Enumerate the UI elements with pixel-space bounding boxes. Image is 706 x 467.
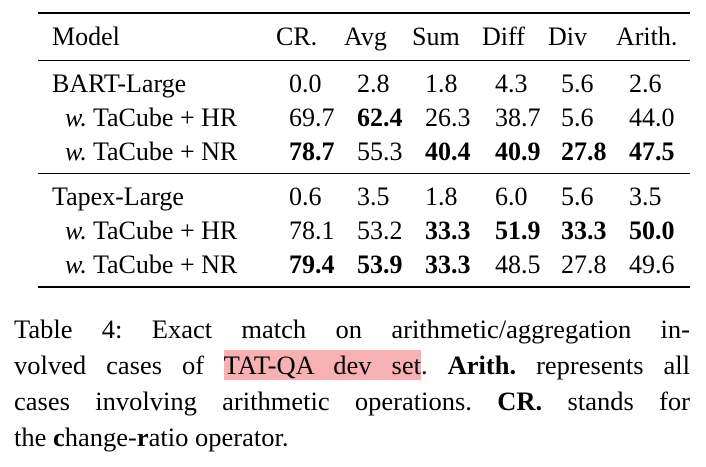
- cell: 5.6: [561, 103, 594, 132]
- cell: 5.6: [561, 69, 594, 98]
- variant-label: TaCube + HR: [92, 103, 238, 132]
- variant-label: TaCube + NR: [92, 250, 238, 279]
- cell-best: 50.0: [629, 216, 675, 245]
- table-row: [38, 174, 690, 214]
- cell-best: 47.5: [629, 137, 675, 166]
- model-variant: [38, 135, 289, 173]
- caption-text: cases involving arithmetic operations.: [14, 386, 498, 416]
- cell-best: 33.3: [425, 250, 471, 279]
- caption-text: the: [14, 422, 53, 452]
- cell: 48.5: [495, 250, 541, 279]
- cell-best: 33.3: [425, 216, 471, 245]
- table-row: [38, 248, 690, 286]
- cell: 26.3: [425, 103, 471, 132]
- header-arith: Arith.: [616, 22, 678, 51]
- header-diff: Diff: [482, 22, 525, 51]
- caption-line-1: Table 4: Exact match on arithmetic/aggregation in-: [14, 314, 690, 344]
- cell-best: 53.9: [357, 250, 403, 279]
- cell-best: 40.9: [495, 137, 541, 166]
- caption-text: represents all: [516, 350, 690, 380]
- model-variant: [38, 214, 289, 248]
- caption-text: atio operator.: [148, 422, 289, 452]
- header-div: Div: [548, 22, 587, 51]
- cell: 27.8: [561, 250, 607, 279]
- cell: 55.3: [357, 137, 403, 166]
- caption-text: .: [421, 350, 448, 380]
- cell: 44.0: [629, 103, 675, 132]
- cell: 78.1: [289, 216, 335, 245]
- table-row: [38, 101, 690, 135]
- caption-text: stands for: [542, 386, 691, 416]
- group-bart: [38, 61, 690, 173]
- caption-text: volved cases of: [14, 350, 224, 380]
- cell-best: 33.3: [561, 216, 607, 245]
- cell: 0.6: [289, 182, 322, 211]
- header-model: Model: [52, 22, 120, 51]
- caption-line-3: [14, 383, 690, 419]
- cell-best: 62.4: [357, 103, 403, 132]
- cell-best: 40.4: [425, 137, 471, 166]
- model-name: BART-Large: [52, 69, 187, 98]
- header-cr: CR.: [276, 22, 318, 51]
- variant-label: TaCube + HR: [92, 216, 238, 245]
- caption-term-arith: Arith.: [447, 350, 517, 380]
- table-row: [38, 214, 690, 248]
- with-prefix: w.: [65, 216, 87, 245]
- cell: 69.7: [289, 103, 335, 132]
- highlighted-dataset: TAT-QA dev set: [223, 350, 421, 380]
- results-table: [38, 12, 690, 288]
- cell: 3.5: [629, 182, 662, 211]
- model-variant: [38, 248, 289, 286]
- cell: 6.0: [495, 182, 528, 211]
- model-name: Tapex-Large: [52, 182, 184, 211]
- group-tapex: [38, 174, 690, 286]
- caption-letter-r: r: [136, 422, 149, 452]
- caption-line-4: [14, 419, 690, 455]
- cell-best: 79.4: [289, 250, 335, 279]
- cell: 4.3: [495, 69, 528, 98]
- cell: 3.5: [357, 182, 390, 211]
- caption-letter-c: c: [53, 422, 65, 452]
- cell: 2.6: [629, 69, 662, 98]
- variant-label: TaCube + NR: [92, 137, 238, 166]
- cell: 1.8: [425, 182, 458, 211]
- cell: 2.8: [357, 69, 390, 98]
- cell: 5.6: [561, 182, 594, 211]
- cell: 0.0: [289, 69, 322, 98]
- header-sum: Sum: [412, 22, 460, 51]
- caption-term-cr: CR.: [497, 386, 543, 416]
- cell-best: 27.8: [561, 137, 607, 166]
- header-avg: Avg: [344, 22, 387, 51]
- cell: 49.6: [629, 250, 675, 279]
- cell-best: 51.9: [495, 216, 541, 245]
- cell-best: 78.7: [289, 137, 335, 166]
- caption-text: hange-: [64, 422, 137, 452]
- cell: 53.2: [357, 216, 403, 245]
- table-row: [38, 135, 690, 173]
- cell: 38.7: [495, 103, 541, 132]
- bottom-rule: [38, 286, 690, 288]
- table-caption: [14, 311, 690, 455]
- with-prefix: w.: [65, 103, 87, 132]
- header-row: [38, 14, 690, 60]
- table-row: [38, 61, 690, 101]
- caption-line-2: [14, 347, 690, 383]
- model-variant: [38, 101, 289, 135]
- with-prefix: w.: [65, 137, 87, 166]
- with-prefix: w.: [65, 250, 87, 279]
- cell: 1.8: [425, 69, 458, 98]
